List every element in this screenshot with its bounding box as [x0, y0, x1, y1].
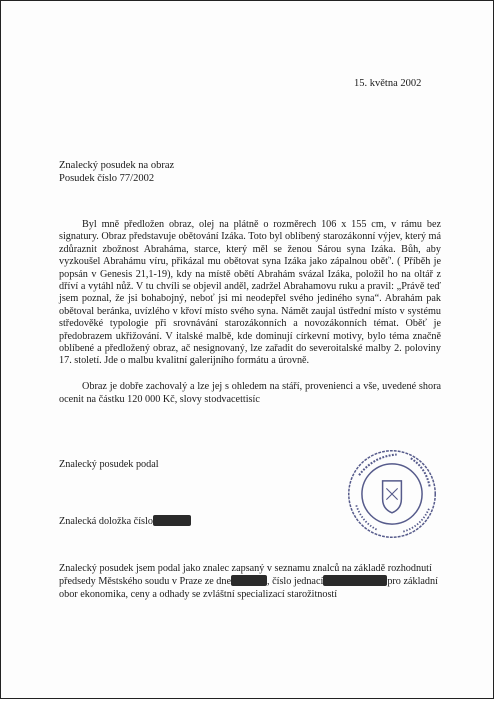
valuation-paragraph: Obraz je dobře zachovalý a lze jej s ohledem na stáří, provenienci a vše, uvedené shora ocenit na částku 120 000 Kč, slovy stodvacettisíc — [59, 381, 441, 405]
registration-text-1: Znalecký posudek jsem podal jako znalec zapsaný v seznamu znalců na základě rozhodnutí předsedy Městského soudu v Praze ze dne — [59, 563, 432, 588]
official-stamp-icon — [345, 447, 439, 541]
clause-label: Znalecká doložka číslo — [59, 516, 153, 527]
heading-title: Znalecký posudek na obraz — [59, 160, 175, 171]
redacted-clause-number — [153, 515, 191, 526]
redacted-date — [231, 575, 267, 586]
registration-text-2: , číslo jednací — [267, 576, 324, 588]
signed-by-label: Znalecký posudek podal — [59, 459, 159, 470]
description-paragraph: Byl mně předložen obraz, olej na plátně o rozměrech 106 x 155 cm, v rámu bez signatury. Obraz představuje obětování Izáka. Toto byl oblíbený starozákonní výjev, který má zdůraznit zbožnost Abraháma, starce, který měl se ženou Sárou syna Izáka. Bůh, aby vyzkoušel Abrahámu víru, přikázal mu obětovat syna Izáka jako zápalnou oběť'. ( Příběh je popsán v Genesis 21,1-19), kdy na místě obětí Abrahám svázal Izáka, položil ho na oltář z dříví a vytáhl nůž. V tu chvíli se objevil anděl, zadržel Abrahamovu ruku a pravil: „Právě teď jsem poznal, že jsi bohabojný, neboť jsi mi neodepřel svého jediného syna“. Abrahám pak obětoval beránka, uvízlého v křoví místo svého syna. Námět zaujal ústřední místo v systému středověké typologie při srovnávání starozákonních a novozákonních témat. Oběť je předobrazem ukřižování. V italské malbě, kde dominují církevní motivy, bylo téma značně oblíbené a předložený obraz, ač nesignovaný, lze zařadit do severoitalské malby 2. poloviny 17. století. Jde o malbu kvalitní galerijního formátu a úrovně. — [59, 219, 441, 367]
document-date: 15. května 2002 — [354, 78, 422, 89]
registration-paragraph — [59, 563, 449, 601]
expert-clause — [59, 515, 191, 527]
redacted-case-number — [323, 575, 387, 586]
heading-number: Posudek číslo 77/2002 — [59, 173, 155, 184]
registration-text-3: pro základní obor ekonomika, ceny a odhady se zvláštní specializací starožitností — [59, 576, 438, 600]
document-heading — [59, 159, 174, 185]
